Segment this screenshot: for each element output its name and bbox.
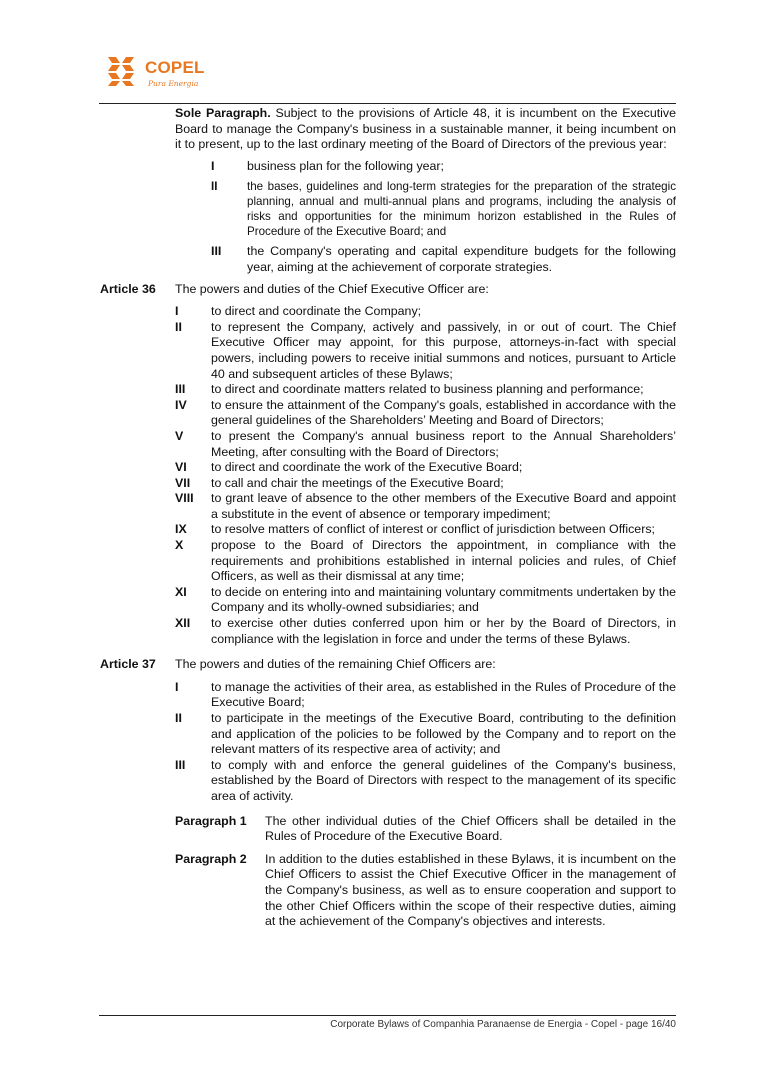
item-text: to grant leave of absence to the other members of the Executive Board and appoint a substitute in the event of absence or temporary impediment;	[211, 491, 676, 521]
list-item	[175, 398, 676, 429]
list-item	[175, 680, 676, 711]
list-item	[175, 711, 676, 758]
item-number: II	[175, 711, 182, 725]
item-number: XI	[175, 584, 187, 599]
item-text: the bases, guidelines and long-term strategies for the preparation of the strategic planning, annual and multi-annual plans and programs, including the analysis of risks and opportunities for the minimum horizon established in the Rules of Procedure of the Executive Board; and	[247, 180, 676, 239]
item-number: III	[211, 244, 222, 259]
item-text: to call and chair the meetings of the Executive Board;	[211, 475, 504, 490]
list-item	[211, 244, 676, 275]
item-text: to comply with and enforce the general guidelines of the Company's business, established by the Board of Directors with respect to the management of its specific area of activity.	[211, 757, 676, 803]
item-number: I	[175, 304, 179, 319]
page-content	[100, 106, 676, 930]
item-text: to participate in the meetings of the Executive Board, contributing to the definition and application of the policies to be followed by the Company and to report on the relevant matters of its respective area of activity; and	[211, 711, 676, 757]
page-footer: Corporate Bylaws of Companhia Paranaense de Energia - Copel - page 16/40	[330, 1019, 676, 1030]
list-item	[175, 616, 676, 647]
item-text: to direct and coordinate the Company;	[211, 304, 422, 319]
sole-paragraph-label: Sole Paragraph.	[175, 106, 271, 120]
article-36	[100, 282, 676, 648]
list-item	[175, 538, 676, 585]
sole-paragraph-items	[211, 159, 676, 276]
item-number: XII	[175, 616, 191, 631]
item-text: to decide on entering into and maintaining voluntary commitments undertaken by the Company and its wholly-owned subsidiaries; and	[211, 584, 676, 615]
item-number: VI	[175, 460, 187, 475]
item-number: III	[175, 382, 186, 397]
item-text: to present the Company's annual business report to the Annual Shareholders’ Meeting, after consulting with the Board of Directors;	[211, 428, 676, 459]
item-number: VII	[175, 475, 191, 490]
copel-logo	[106, 53, 216, 95]
paragraph-1	[175, 814, 676, 845]
paragraph-text: In addition to the duties established in these Bylaws, it is incumbent on the Chief Officers to assist the Chief Executive Officer in the management of the Company's business, as well as to ensure cooperation and support to the other Chief Officers within the scope of their respective duties, aiming at the achievement of the Company's objectives and interests.	[265, 851, 676, 929]
copel-logo-icon	[106, 55, 140, 87]
article-intro: The powers and duties of the remaining Chief Officers are:	[175, 657, 496, 672]
item-number: I	[211, 158, 215, 173]
article-37	[100, 657, 676, 930]
list-item	[175, 585, 676, 616]
item-number: IV	[175, 397, 187, 412]
item-text: to resolve matters of conflict of interest or conflict of jurisdiction between Officers;	[211, 522, 655, 537]
item-text: to direct and coordinate the work of the Executive Board;	[211, 460, 523, 475]
header-divider	[99, 103, 676, 104]
item-text: propose to the Board of Directors the appointment, in compliance with the requirements and prohibitions established in internal policies and rules, of Chief Officers, as well as their dismissal at any time;	[211, 538, 676, 584]
article-37-items	[175, 680, 676, 805]
list-item	[175, 320, 676, 382]
paragraph-label: Paragraph 1	[175, 813, 247, 828]
item-number: I	[175, 679, 179, 694]
paragraph-2	[175, 852, 676, 930]
list-item	[175, 522, 676, 538]
article-intro: The powers and duties of the Chief Executive Officer are:	[175, 281, 489, 296]
logo-tagline: Pura Energia	[148, 79, 199, 88]
item-text: to exercise other duties conferred upon him or her by the Board of Directors, in compliance with the legislation in force and under the terms of these Bylaws.	[211, 616, 676, 646]
item-text: to direct and coordinate matters related to business planning and performance;	[211, 382, 644, 397]
list-item	[175, 382, 676, 398]
list-item	[211, 159, 676, 175]
list-item	[175, 491, 676, 522]
item-number: III	[175, 757, 186, 772]
sole-paragraph-text: Subject to the provisions of Article 48, it is incumbent on the Executive Board to manage the Company's business in a sustainable manner, it being incumbent on it to present, up to the last ordinary meeting of the Board of Directors of the previous year:	[175, 106, 677, 152]
item-number: II	[175, 319, 182, 334]
list-item	[175, 476, 676, 492]
list-item	[175, 460, 676, 476]
sole-paragraph	[175, 106, 676, 153]
item-number: II	[211, 180, 218, 194]
footer-divider	[99, 1015, 676, 1016]
article-36-items	[175, 304, 676, 647]
paragraph-text: The other individual duties of the Chief Officers shall be detailed in the Rules of Procedure of the Executive Board.	[265, 813, 676, 844]
item-text: to ensure the attainment of the Company's goals, established in accordance with the general guidelines of the Shareholders’ Meeting and Board of Directors;	[211, 397, 676, 428]
article-label: Article 36	[100, 281, 156, 296]
logo-text: COPEL	[145, 58, 205, 77]
list-item	[175, 758, 676, 805]
article-label: Article 37	[100, 657, 156, 672]
list-item	[175, 304, 676, 320]
item-text: to represent the Company, actively and passively, in or out of court. The Chief Executive Officer may appoint, for this purpose, attorneys-in-fact with special powers, including powers to receive initial summons and notices, pursuant to Article 40 and subsequent articles of these Bylaws;	[211, 319, 676, 381]
item-text: the Company's operating and capital expenditure budgets for the following year, aiming at the achievement of corporate strategies.	[247, 244, 676, 274]
list-item	[175, 429, 676, 460]
item-number: X	[175, 538, 184, 553]
item-text: business plan for the following year;	[247, 158, 444, 173]
item-number: IX	[175, 522, 187, 537]
item-number: VIII	[175, 491, 194, 506]
list-item	[211, 179, 676, 239]
paragraph-label: Paragraph 2	[175, 851, 247, 866]
item-text: to manage the activities of their area, as established in the Rules of Procedure of the Executive Board;	[211, 679, 676, 710]
item-number: V	[175, 428, 184, 443]
